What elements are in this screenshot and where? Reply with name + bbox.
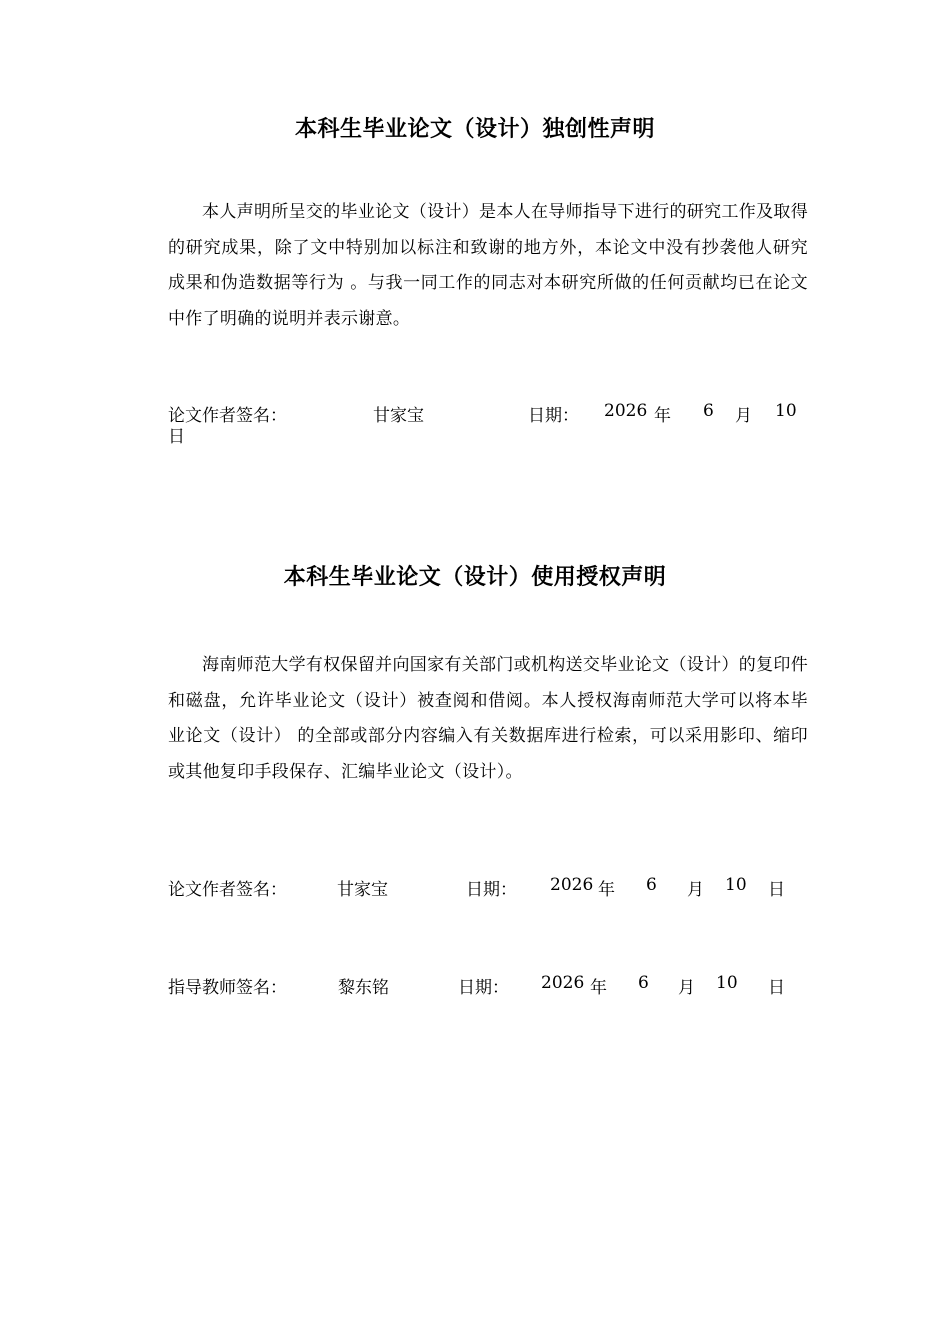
- date-month-unit: 月: [687, 880, 704, 900]
- author-signature-label: 论文作者签名：: [168, 406, 287, 426]
- date-year-unit: 年: [590, 978, 607, 998]
- advisor-signature-label: 指导教师签名：: [168, 978, 287, 998]
- author-name: 甘家宝: [373, 406, 424, 426]
- date-day-unit: 日: [768, 978, 785, 998]
- date-year: 2026: [541, 973, 585, 993]
- author-signature-label: 论文作者签名：: [168, 880, 287, 900]
- originality-statement-body: 本人声明所呈交的毕业论文（设计）是本人在导师指导下进行的研究工作及取得的研究成果，除了文中特别加以标注和致谢的地方外，本论文中没有抄袭他人研究成果和伪造数据等行为 。与我一同工作的同志对本研究所做的任何贡献均已在论文中作了明确的说明并表示谢意。: [168, 202, 808, 329]
- date-month: 6: [646, 875, 657, 895]
- date-month: 6: [638, 973, 649, 993]
- date-day: 10: [775, 401, 797, 421]
- date-month-unit: 月: [678, 978, 695, 998]
- date-month-unit: 月: [735, 406, 752, 426]
- date-day-unit: 日: [768, 880, 785, 900]
- date-day: 10: [716, 973, 738, 993]
- date-year: 2026: [550, 875, 594, 895]
- authorization-statement-title: 本科生毕业论文（设计）使用授权声明: [283, 565, 667, 590]
- date-label: 日期：: [528, 406, 579, 426]
- date-label: 日期：: [458, 978, 509, 998]
- date-label: 日期：: [466, 880, 517, 900]
- date-day: 10: [725, 875, 747, 895]
- advisor-name: 黎东铭: [338, 978, 389, 998]
- authorization-statement-body: 海南师范大学有权保留并向国家有关部门或机构送交毕业论文（设计）的复印件和磁盘，允许毕业论文（设计）被查阅和借阅。本人授权海南师范大学可以将本毕业论文（设计） 的全部或部分内容编入有关数据库进行检索，可以采用影印、缩印或其他复印手段保存、汇编毕业论文（设计）。: [168, 655, 808, 782]
- date-year-unit: 年: [654, 406, 671, 426]
- date-year-unit: 年: [598, 880, 615, 900]
- date-year: 2026: [604, 401, 648, 421]
- originality-statement-title: 本科生毕业论文（设计）独创性声明: [294, 117, 655, 142]
- date-month: 6: [703, 401, 714, 421]
- author-name: 甘家宝: [337, 880, 388, 900]
- date-day-unit: 日: [168, 427, 185, 447]
